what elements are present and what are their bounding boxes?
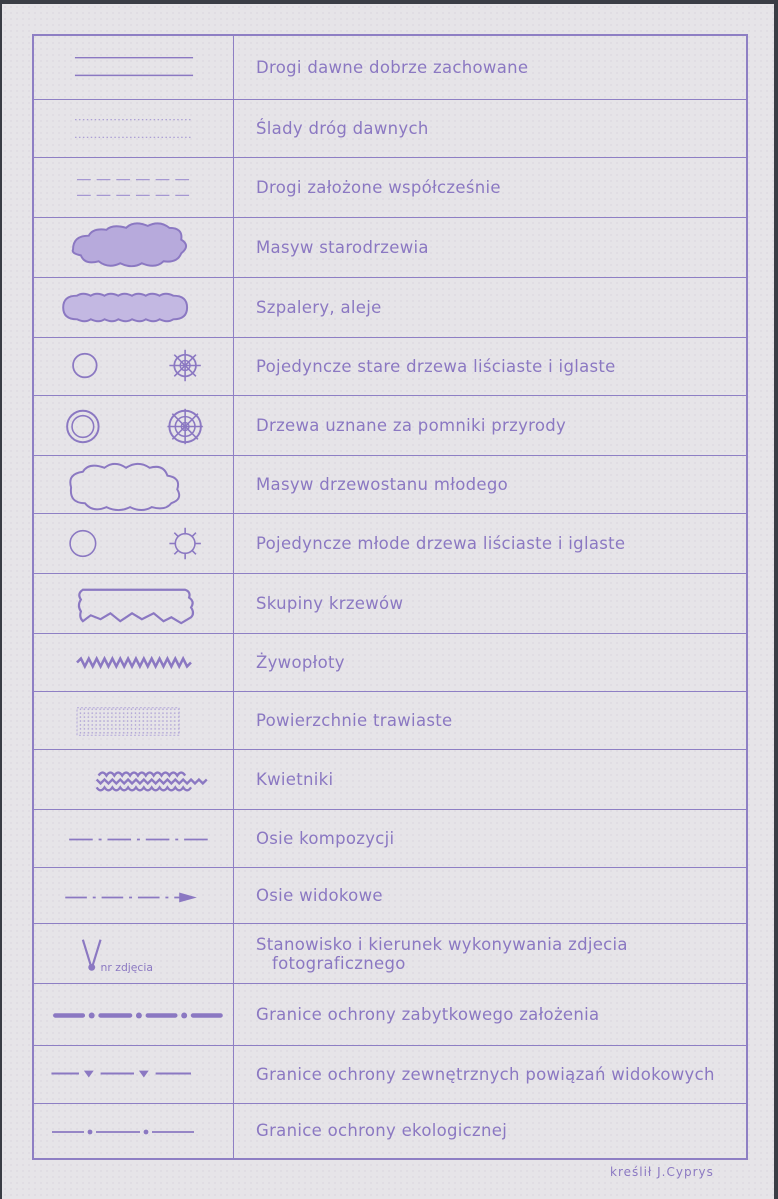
- legend-row: [34, 514, 746, 574]
- legend-row: [34, 338, 746, 396]
- legend-label: Kwietniki: [256, 769, 334, 789]
- photo-station-symbol: [34, 924, 234, 983]
- legend-label: Skupiny krzewów: [256, 593, 404, 613]
- legend-label: Drzewa uznane za pomniki przyrody: [256, 415, 567, 435]
- legend-row: [34, 278, 746, 338]
- legend-table: [32, 34, 748, 1160]
- legend-row: [34, 574, 746, 634]
- legend-label: Pojedyncze stare drzewa liściaste i iglaste: [256, 356, 616, 376]
- legend-label: Granice ochrony zewnętrznych powiązań widokowych: [256, 1064, 715, 1084]
- legend-row: [34, 984, 746, 1046]
- young-stand-mass-symbol: [34, 456, 234, 513]
- dotted-double-line-symbol: [34, 100, 234, 157]
- legend-label: Granice ochrony ekologicznej: [256, 1121, 508, 1140]
- grass-area-symbol: [34, 692, 234, 749]
- legend-row: [34, 692, 746, 750]
- legend-label: Drogi dawne dobrze zachowane: [256, 57, 529, 77]
- view-boundary-symbol: [34, 1046, 234, 1103]
- legend-row: [34, 868, 746, 924]
- paper-sheet: [2, 4, 774, 1199]
- tree-alley-symbol: [34, 278, 234, 337]
- monument-boundary-symbol: [34, 984, 234, 1045]
- eco-boundary-symbol: [34, 1104, 234, 1158]
- double-solid-line-symbol: [34, 36, 234, 99]
- legend-label: [256, 935, 742, 973]
- legend-label-line2: fotograficznego: [272, 953, 406, 973]
- composition-axis-symbol: [34, 810, 234, 867]
- legend-label: Granice ochrony zabytkowego założenia: [256, 1004, 600, 1024]
- legend-row: [34, 924, 746, 984]
- draftsman-credit: kreślił J.Cyprys: [610, 1165, 714, 1179]
- dashed-double-line-symbol: [34, 158, 234, 217]
- shrub-group-symbol: [34, 574, 234, 633]
- legend-label: Ślady dróg dawnych: [256, 118, 429, 138]
- photo-number-label: nr zdjęcia: [100, 961, 154, 975]
- legend-label: Żywopłoty: [256, 652, 345, 672]
- legend-row: [34, 100, 746, 158]
- legend-label: Masyw drzewostanu młodego: [256, 474, 508, 494]
- legend-label: Pojedyncze młode drzewa liściaste i iglaste: [256, 533, 626, 553]
- legend-label-line1: Stanowisko i kierunek wykonywania zdjecia: [256, 934, 628, 954]
- old-tree-mass-symbol: [34, 218, 234, 277]
- monument-trees-symbol: [34, 396, 234, 455]
- view-axis-symbol: [34, 868, 234, 923]
- single-young-trees-symbol: [34, 514, 234, 573]
- legend-label: Szpalery, aleje: [256, 297, 382, 317]
- single-old-trees-symbol: [34, 338, 234, 395]
- legend-row: [34, 456, 746, 514]
- legend-row: [34, 218, 746, 278]
- legend-row: [34, 396, 746, 456]
- legend-row: [34, 750, 746, 810]
- legend-label: Drogi założone współcześnie: [256, 177, 501, 197]
- legend-row: [34, 1104, 746, 1158]
- legend-label: Masyw starodrzewia: [256, 237, 429, 257]
- legend-row: [34, 158, 746, 218]
- legend-row: [34, 810, 746, 868]
- legend-row: [34, 36, 746, 100]
- legend-row: [34, 1046, 746, 1104]
- flower-bed-symbol: [34, 750, 234, 809]
- legend-row: [34, 634, 746, 692]
- legend-label: Osie widokowe: [256, 885, 383, 905]
- legend-label: Powierzchnie trawiaste: [256, 710, 453, 730]
- hedge-symbol: [34, 634, 234, 691]
- legend-label: Osie kompozycji: [256, 828, 395, 848]
